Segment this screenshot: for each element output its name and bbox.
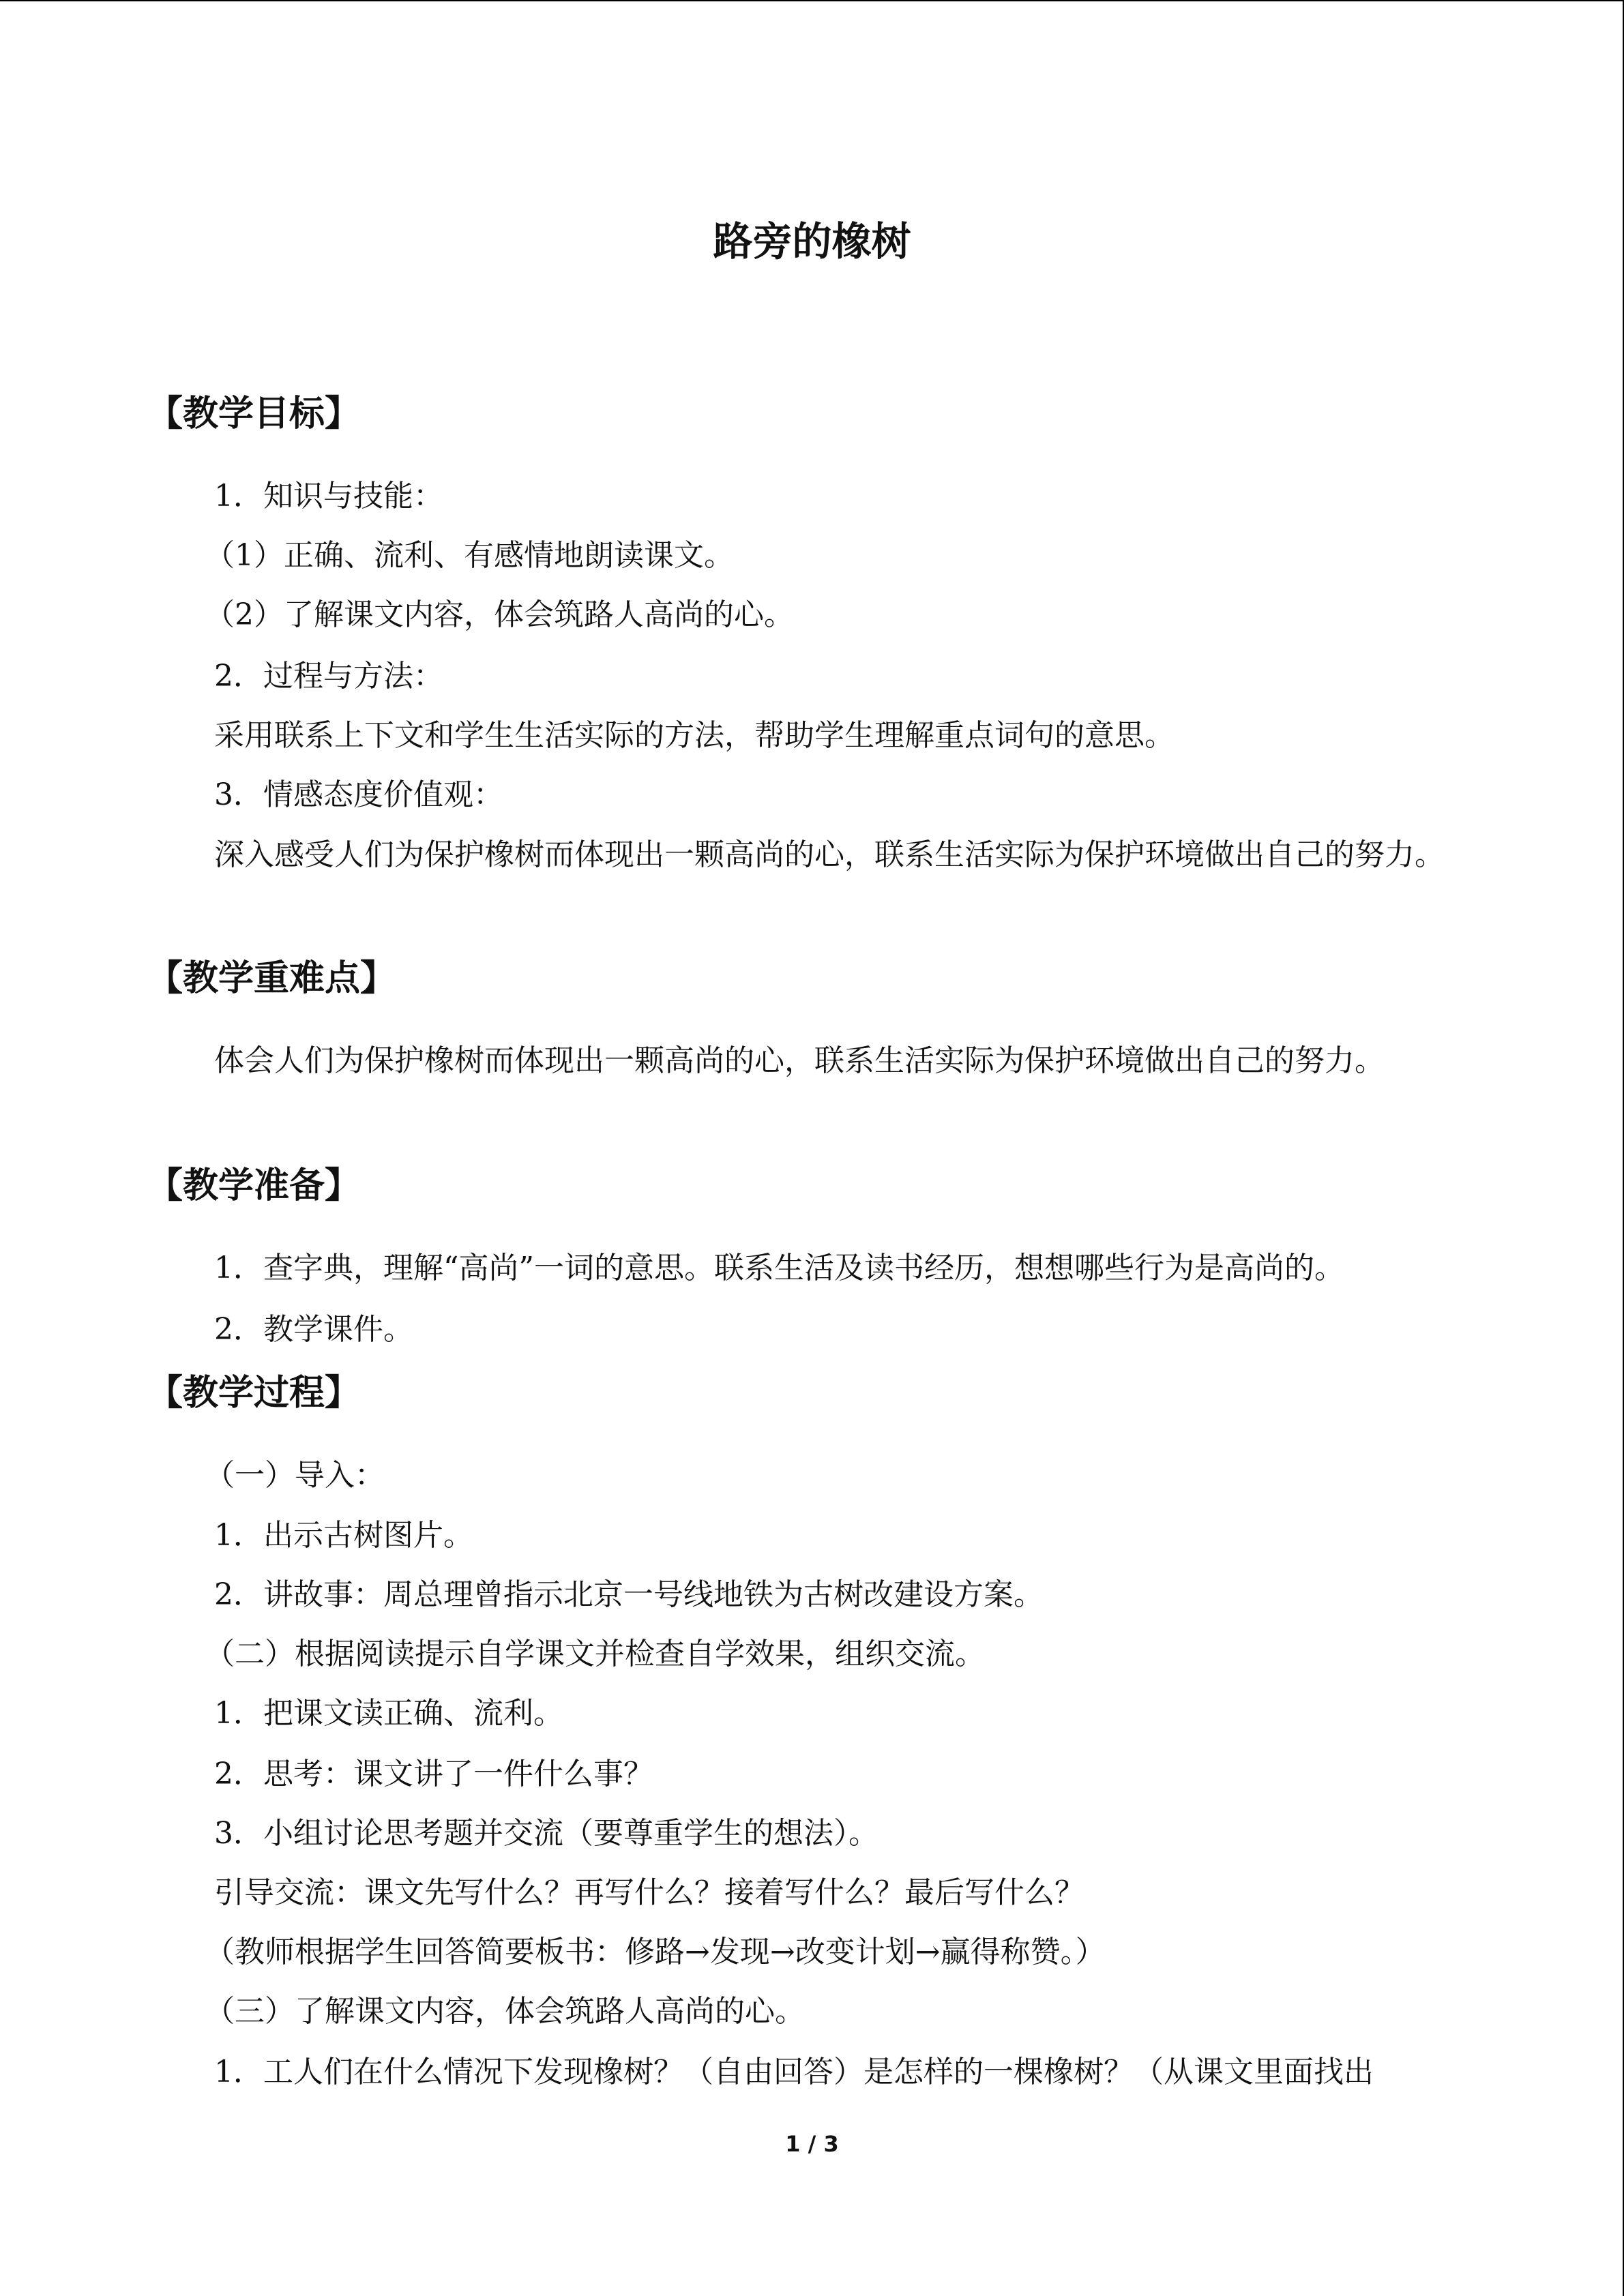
goal-line-6: 3．情感态度价值观： <box>214 777 503 812</box>
heading-teaching-process: 【教学过程】 <box>147 1373 361 1414</box>
goal-line-2: （1）正确、流利、有感情地朗读课文。 <box>205 538 734 573</box>
process-line-3: 2．讲故事：周总理曾指示北京一号线地铁为古树改建设方案。 <box>214 1577 1044 1612</box>
prep-line-2: 2．教学课件。 <box>214 1312 413 1347</box>
prep-line-1: 1．查字典，理解“高尚”一词的意思。联系生活及读书经历，想想哪些行为是高尚的。 <box>214 1251 1344 1285</box>
process-line-8: 引导交流：课文先写什么？再写什么？接着写什么？最后写什么？ <box>214 1875 1084 1910</box>
goal-line-7: 深入感受人们为保护橡树而体现出一颗高尚的心，联系生活实际为保护环境做出自己的努力。 <box>214 837 1445 872</box>
process-line-4: （二）根据阅读提示自学课文并检查自学效果，组织交流。 <box>205 1637 985 1671</box>
process-line-7: 3．小组讨论思考题并交流（要尊重学生的想法）。 <box>214 1816 879 1851</box>
goal-line-1: 1．知识与技能： <box>214 479 443 513</box>
keypoints-text: 体会人们为保护橡树而体现出一颗高尚的心，联系生活实际为保护环境做出自己的努力。 <box>214 1043 1385 1078</box>
goal-line-5: 采用联系上下文和学生生活实际的方法，帮助学生理解重点词句的意思。 <box>214 718 1175 753</box>
process-line-10: （三）了解课文内容，体会筑路人高尚的心。 <box>205 1994 805 2029</box>
process-line-9: （教师根据学生回答简要板书：修路→发现→改变计划→赢得称赞。） <box>205 1935 1106 1969</box>
process-line-2: 1．出示古树图片。 <box>214 1518 473 1553</box>
heading-teaching-preparation: 【教学准备】 <box>147 1165 361 1206</box>
heading-key-difficult-points: 【教学重难点】 <box>147 958 396 999</box>
heading-teaching-goals: 【教学目标】 <box>147 393 361 434</box>
page-indicator: 1 / 3 <box>785 2131 839 2157</box>
process-line-11: 1．工人们在什么情况下发现橡树？（自由回答）是怎样的一棵橡树？（从课文里面找出 <box>214 2055 1374 2089</box>
process-line-5: 1．把课文读正确、流利。 <box>214 1696 563 1731</box>
goal-line-3: （2）了解课文内容，体会筑路人高尚的心。 <box>205 597 794 632</box>
process-line-6: 2．思考：课文讲了一件什么事？ <box>214 1757 653 1791</box>
process-line-1: （一）导入： <box>205 1458 385 1493</box>
page-title: 路旁的橡树 <box>713 218 911 265</box>
goal-line-4: 2．过程与方法： <box>214 659 443 694</box>
